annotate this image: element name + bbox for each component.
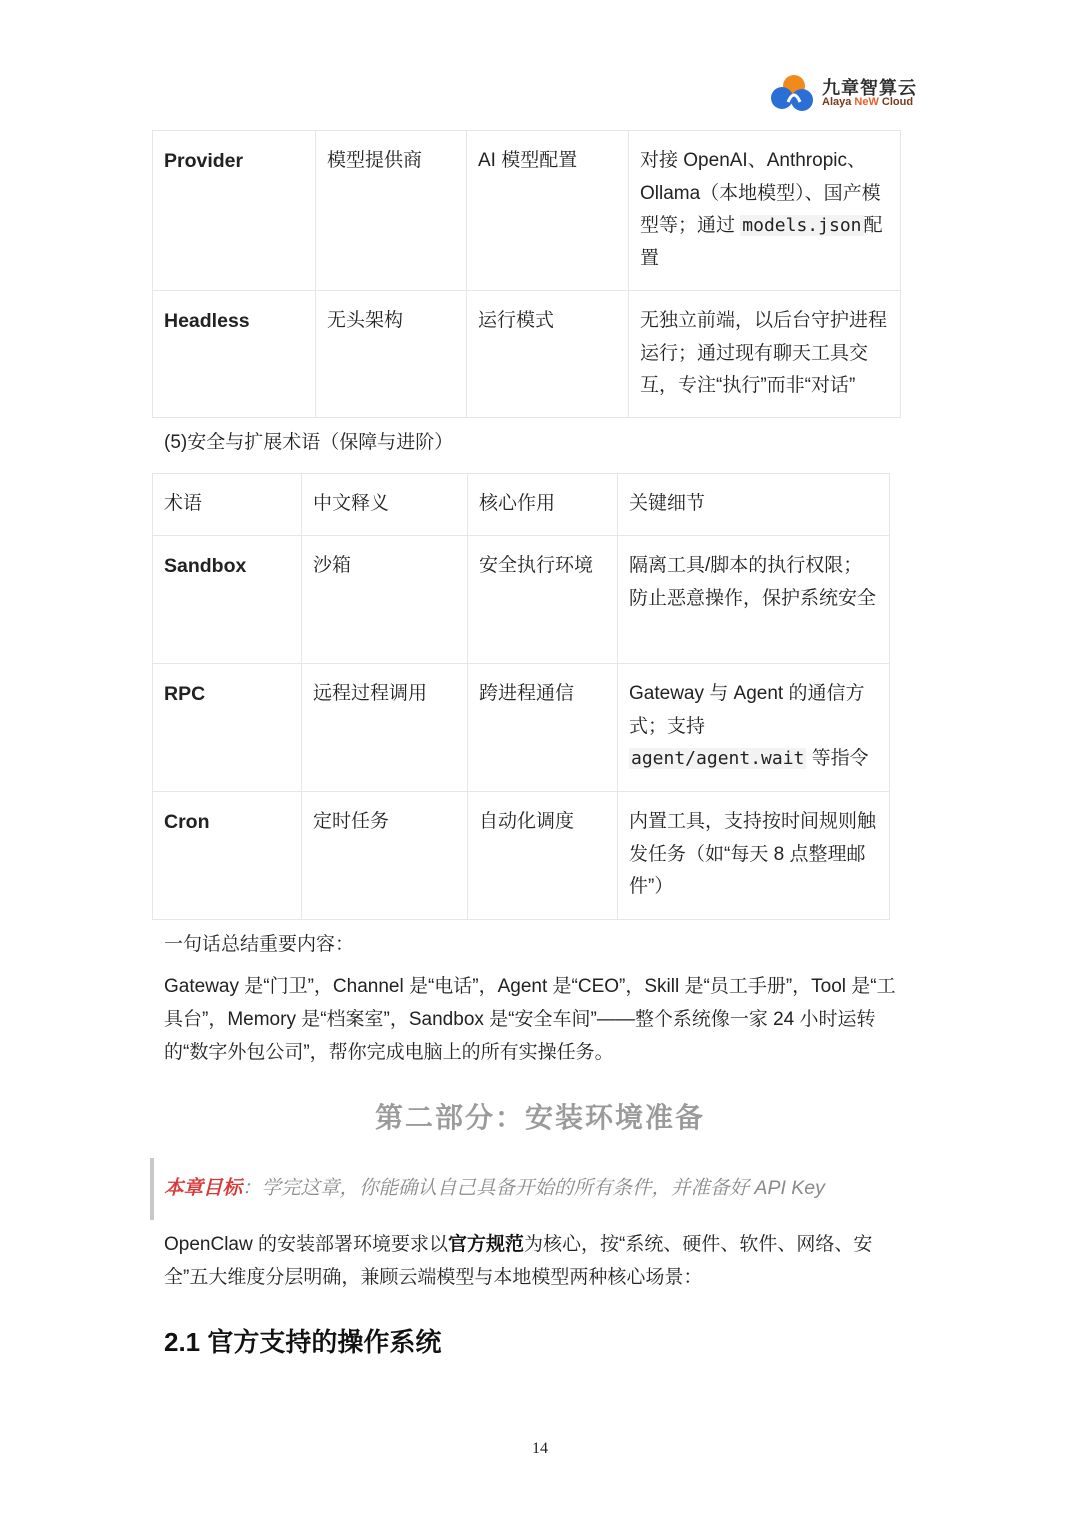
chapter-goal [164,1172,825,1200]
table-row [153,131,901,291]
cn-cell: 无头架构 [316,291,467,418]
table-header-row [153,474,890,536]
code-snippet: agent/agent.wait [631,748,805,769]
role-cell: 跨进程通信 [468,664,618,792]
term-cell: Cron [153,792,302,920]
cn-cell: 远程过程调用 [302,664,468,792]
intro-paragraph: OpenClaw 的安装部署环境要求以官方规范为核心，按“系统、硬件、软件、网络、安全”五大维度分层明确，兼顾云端模型与本地模型两种核心场景： [164,1234,873,1288]
term-cell: RPC [153,664,302,792]
term-cell: Sandbox [153,536,302,664]
cn-cell: 模型提供商 [316,131,467,291]
detail-cell: 无独立前端，以后台守护进程运行；通过现有聊天工具交互，专注“执行”而非“对话” [629,291,901,418]
role-cell: 自动化调度 [468,792,618,920]
column-header: 中文释义 [302,474,468,536]
detail-cell: 对接 OpenAI、Anthropic、Ollama（本地模型）、国产模型等；通过 models.json 配置 [629,131,901,291]
term-cell: Headless [153,291,316,418]
cn-cell: 定时任务 [302,792,468,920]
section-caption: (5)安全与扩展术语（保障与进阶） [164,432,454,453]
glossary-table-continued [152,130,901,418]
brand-logo [768,72,918,114]
cn-cell: 沙箱 [302,536,468,664]
column-header: 关键细节 [618,474,890,536]
summary-paragraph: Gateway 是“门卫”，Channel 是“电话”，Agent 是“CEO”，Skill 是“员工手册”，Tool 是“工具台”，Memory 是“档案室”，Sandbox 是“安全车间”——整个系统像一家 24 小时运转的“数字外包公司”，帮你完成电脑上的所有实操任务。 [164,976,896,1063]
summary-caption: 一句话总结重要内容： [164,934,355,955]
quote-bar [150,1158,154,1220]
detail-cell: Gateway 与 Agent 的通信方式；支持 agent/agent.wait 等指令 [618,664,890,792]
column-header: 术语 [153,474,302,536]
table-row [153,792,890,920]
role-cell: 安全执行环境 [468,536,618,664]
detail-cell: 隔离工具/脚本的执行权限；防止恶意操作，保护系统安全 [618,536,890,664]
page-number: 14 [532,1440,548,1457]
role-cell: AI 模型配置 [467,131,629,291]
table-row [153,291,901,418]
code-snippet: models.json [742,215,862,236]
part-title: 第二部分：安装环境准备 [374,1102,705,1133]
security-terms-table [152,473,890,920]
logo-chinese-name: 九章智算云 [822,78,917,98]
role-cell: 运行模式 [467,291,629,418]
table-row [153,536,890,664]
term-cell: Provider [153,131,316,291]
table-row [153,664,890,792]
section-heading: 2.1 官方支持的操作系统 [164,1327,442,1357]
column-header: 核心作用 [468,474,618,536]
detail-cell: 内置工具，支持按时间规则触发任务（如“每天 8 点整理邮件”） [618,792,890,920]
goal-label: 本章目标 [164,1177,243,1199]
logo-english-name: Alaya NeW Cloud [822,96,914,108]
cloud-logo-icon [768,72,820,114]
goal-text: ：学完这章，你能确认自己具备开始的所有条件，并准备好 API Key [242,1177,825,1199]
